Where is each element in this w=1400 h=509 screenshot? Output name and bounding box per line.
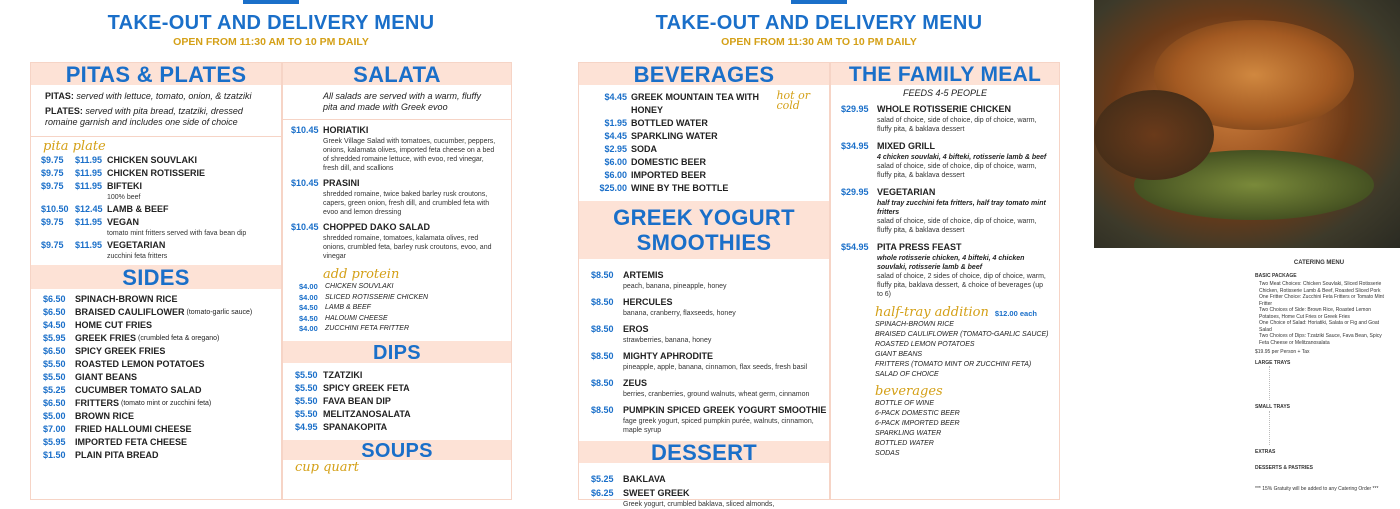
pita-name-wrap	[107, 239, 167, 261]
smoothie-desc: banana, cranberry, flaxseeds, honey	[623, 310, 736, 317]
side-item	[31, 384, 281, 397]
catering-line: Two Choices of Side: Brown Rice, Roasted Lemon Potatoes, Home Cut Fries or Greek Fries	[1259, 307, 1371, 320]
smoothie-name: MIGHTY APHRODITE	[623, 351, 714, 361]
dip-price: $5.50	[295, 382, 318, 393]
bev-price: $4.45	[604, 92, 627, 102]
family-bev-item: SODAS	[875, 450, 900, 457]
salad-desc: shredded romaine, tomatoes, kalamata olives, red onions, crumbled feta, barley rusk croutons, evoo, and vinegar	[323, 235, 492, 260]
side-note: (tomato-garlic sauce)	[186, 309, 253, 316]
catering-line: One Choice of Salad: Horiatiki, Salata or Fig and Goat Salad	[1259, 320, 1380, 333]
pita-item	[31, 203, 281, 216]
pita-item	[31, 167, 281, 180]
side-name: SPICY GREEK FRIES	[75, 346, 166, 356]
family-item	[831, 140, 1059, 180]
family-sub: FEEDS 4-5 PEOPLE	[902, 88, 988, 98]
pitas-title: PITAS & PLATES	[31, 63, 281, 85]
family-bev-item: BOTTLED WATER	[875, 440, 934, 447]
plate-price: $11.95	[75, 168, 103, 178]
dessert-name: SWEET GREEK	[623, 488, 690, 498]
pita-price: $10.50	[41, 204, 69, 214]
family-name: PITA PRESS FEAST	[877, 242, 962, 252]
side-price: $4.50	[43, 320, 66, 330]
catering-extras: EXTRAS	[1255, 448, 1276, 455]
smoothie-item	[579, 404, 829, 435]
catering-line: Two Meat Choices: Chicken Souvlaki, Sliced Rotisserie Chicken, Rotisserie Lamb & Beef, Roasted Sliced Pork	[1259, 281, 1382, 294]
menu-page-1	[30, 0, 512, 500]
pita-price: $9.75	[41, 240, 64, 250]
protein-price: $4.00	[299, 292, 318, 302]
bev-price: $25.00	[599, 183, 627, 193]
dip-item	[283, 421, 511, 434]
pita-price: $9.75	[41, 168, 64, 178]
protein-price: $4.00	[299, 282, 318, 291]
pitas-list	[31, 136, 281, 261]
dip-item	[283, 369, 511, 382]
smoothie-desc: fage greek yogurt, spiced pumpkin purée, walnuts, cinnamon, maple syrup	[623, 418, 814, 434]
pita-name-wrap	[107, 154, 197, 167]
salata-intro: All salads are served with a warm, fluffy pita and made with Greek evoo	[323, 91, 482, 112]
side-price: $5.00	[43, 411, 66, 421]
side-item	[31, 293, 281, 306]
side-name: SPINACH-BROWN RICE	[75, 294, 178, 304]
smoothie-price: $8.50	[591, 297, 614, 307]
dip-price: $5.50	[295, 408, 318, 419]
protein-name: LAMB & BEEF	[325, 304, 371, 311]
catering-line: One Fritter Choice: Zucchini Feta Fritters or Tomato Mint Fritter	[1259, 294, 1384, 307]
family-name: VEGETARIAN	[877, 187, 936, 197]
dip-item	[283, 395, 511, 408]
bev-name: SPARKLING WATER	[631, 131, 718, 141]
family-title: THE FAMILY MEAL	[831, 63, 1059, 85]
pita-name: BIFTEKI	[107, 181, 142, 191]
beverage-item	[579, 156, 829, 169]
bev-price: $2.95	[604, 144, 627, 154]
dessert-wrap	[623, 473, 666, 486]
smoothie-name: ZEUS	[623, 378, 648, 388]
plate-price: $11.95	[75, 217, 103, 227]
salad-wrap	[323, 124, 511, 173]
family-desc: salad of choice, side of choice, dip of choice, warm, fluffy pita, & baklava dessert	[877, 117, 1037, 133]
sides-title: SIDES	[31, 265, 281, 289]
dip-name: TZATZIKI	[323, 369, 363, 380]
family-wrap	[877, 140, 1059, 180]
side-name: GIANT BEANS	[75, 372, 138, 382]
bev-extra: hot or cold	[776, 89, 810, 112]
soups-title: SOUPS	[283, 440, 511, 460]
dessert-item	[579, 487, 829, 509]
family-wrap	[877, 186, 1059, 235]
smoothie-desc: berries, cranberries, ground walnuts, wheat germ, cinnamon	[623, 391, 810, 398]
side-price: $6.50	[43, 307, 66, 317]
family-name: MIXED GRILL	[877, 141, 935, 151]
family-bev-item: SPARKLING WATER	[875, 430, 942, 437]
logo-bar	[243, 0, 299, 4]
logo-bar-2	[791, 0, 847, 4]
smoothie-wrap	[623, 350, 807, 372]
half-tray-item: FRITTERS (TOMATO MINT OR ZUCCHINI FETA)	[875, 361, 1032, 368]
catering-title: CATERING MENU	[1293, 260, 1345, 266]
smoothie-price: $8.50	[591, 405, 614, 415]
smoothie-price: $8.50	[591, 378, 614, 388]
smoothie-item	[579, 323, 829, 345]
salata-title: SALATA	[283, 63, 511, 85]
dessert-wrap	[623, 487, 774, 509]
dessert-price: $6.25	[591, 488, 614, 498]
salad-wrap	[323, 177, 511, 217]
family-bev-item: 6-PACK IMPORTED BEER	[875, 420, 960, 427]
family-price: $34.95	[841, 141, 869, 151]
bev-name: DOMESTIC BEER	[631, 157, 707, 167]
catering-line: Two Choices of Dips: Tzatziki Sauce, Fava Bean, Spicy Feta Cheese or Melitzanosalata	[1259, 333, 1382, 346]
beverages-title: BEVERAGES	[579, 63, 829, 85]
protein-price: $4.50	[299, 303, 318, 312]
smoothie-item	[579, 296, 829, 318]
catering-basic: BASIC PACKAGE	[1255, 272, 1297, 279]
side-note: (tomato mint or zucchini feta)	[121, 400, 212, 407]
side-name: BRAISED CAULIFLOWER	[75, 307, 185, 317]
beverages-column	[578, 62, 830, 508]
side-name: FRIED HALLOUMI CHEESE	[75, 424, 192, 434]
dip-price: $4.95	[295, 421, 318, 432]
catering-gratuity: *** 15% Gratuity will be added to any Catering Order ***	[1255, 485, 1379, 492]
salad-wrap	[323, 221, 511, 261]
side-name: GREEK FRIES	[75, 333, 137, 343]
protein-price: $4.50	[299, 313, 318, 323]
menu-header	[30, 12, 512, 48]
family-name: WHOLE ROTISSERIE CHICKEN	[877, 104, 1012, 114]
salad-item	[283, 124, 511, 173]
cup-quart-script: cup quart	[295, 459, 359, 475]
plate-price: $11.95	[75, 240, 103, 250]
beverage-item	[579, 91, 829, 117]
dip-item	[283, 408, 511, 421]
plate-price: $11.95	[75, 181, 103, 191]
salad-price: $10.45	[291, 222, 319, 232]
bev-name: WINE BY THE BOTTLE	[631, 183, 729, 193]
bev-price: $6.00	[604, 157, 627, 167]
family-wrap	[877, 241, 1059, 299]
family-it: 4 chicken souvlaki, 4 bifteki, rotisserie lamb & beef	[877, 154, 1047, 161]
family-desc: salad of choice, 2 sides of choice, dip of choice, warm, fluffy pita, baklava dessert, & choice of beverages (up to 6)	[877, 273, 1046, 298]
salad-name: HORIATIKI	[323, 125, 369, 135]
half-tray-item: ROASTED LEMON POTATOES	[875, 341, 975, 348]
side-item	[31, 358, 281, 371]
catering-desserts: DESSERTS & PASTRIES	[1255, 465, 1313, 471]
side-price: $7.00	[43, 424, 66, 434]
dessert-title: DESSERT	[579, 441, 829, 463]
page-subtitle: OPEN FROM 11:30 AM TO 10 PM DAILY	[173, 36, 369, 48]
beverages-script: beverages	[875, 384, 943, 399]
bev-name: IMPORTED BEER	[631, 170, 707, 180]
dessert-desc: Greek yogurt, crumbled baklava, sliced almonds,	[623, 501, 775, 508]
dessert-name: BAKLAVA	[623, 474, 666, 484]
family-desc: salad of choice, side of choice, dip of choice, warm, fluffy pita, & baklava dessert	[877, 218, 1037, 234]
smoothies-title: GREEK YOGURT SMOOTHIES	[579, 201, 829, 259]
side-name: IMPORTED FETA CHEESE	[75, 437, 188, 447]
protein-price: $4.00	[299, 324, 318, 333]
side-price: $6.50	[43, 294, 66, 304]
pita-name: CHICKEN SOUVLAKI	[107, 155, 198, 165]
bev-price: $1.95	[604, 118, 627, 128]
side-name: CUCUMBER TOMATO SALAD	[75, 385, 202, 395]
smoothie-item	[579, 377, 829, 399]
dip-price: $5.50	[295, 369, 318, 380]
beverage-item	[579, 130, 829, 143]
smoothie-wrap	[623, 296, 736, 318]
side-name: BROWN RICE	[75, 411, 134, 421]
pita-item	[31, 180, 281, 202]
catering-price: $19.95 per Person + Tax	[1255, 349, 1310, 355]
family-item	[831, 103, 1059, 134]
pitas-sides-column	[30, 62, 282, 500]
page-title-2: TAKE-OUT AND DELIVERY MENU	[655, 12, 983, 34]
dips-title: DIPS	[283, 341, 511, 363]
smoothie-desc: pineapple, apple, banana, cinnamon, flax seeds, fresh basil	[623, 364, 808, 371]
salad-name: PRASINI	[323, 178, 360, 188]
side-item	[31, 423, 281, 436]
smoothie-item	[579, 350, 829, 372]
catering-small: SMALL TRAYS	[1255, 404, 1291, 410]
family-it: whole rotisserie chicken, 4 bifteki, 4 chicken souvlaki, rotisserie lamb & beef	[877, 255, 1025, 271]
pita-name-wrap	[107, 167, 205, 180]
dip-item	[283, 382, 511, 395]
menu-header-2	[578, 12, 1060, 48]
pita-name-wrap	[107, 180, 142, 202]
salad-price: $10.45	[291, 178, 319, 188]
dip-name: MELITZANOSALATA	[323, 408, 411, 419]
dip-name: SPANAKOPITA	[323, 421, 388, 432]
smoothie-wrap	[623, 269, 727, 291]
half-tray-header: half-tray addition $12.00 each	[875, 305, 1037, 320]
side-price: $1.50	[43, 450, 66, 460]
smoothie-price: $8.50	[591, 270, 614, 280]
side-price: $5.25	[43, 385, 66, 395]
salad-item	[283, 221, 511, 261]
smoothie-desc: strawberries, banana, honey	[623, 337, 712, 344]
family-column	[830, 62, 1060, 500]
pita-name-wrap	[107, 203, 169, 216]
side-item	[31, 345, 281, 358]
plate-price: $11.95	[75, 155, 103, 165]
half-tray-item: SPINACH-BROWN RICE	[875, 321, 954, 328]
bev-price: $4.45	[604, 131, 627, 141]
side-price: $5.50	[43, 372, 66, 382]
side-item	[31, 371, 281, 384]
protein-item	[287, 324, 511, 335]
family-item	[831, 241, 1059, 299]
half-tray-item: GIANT BEANS	[875, 351, 923, 358]
food-photo	[1094, 0, 1400, 248]
family-price: $29.95	[841, 187, 869, 197]
half-tray-item: BRAISED CAULIFLOWER (TOMATO-GARLIC SAUCE)	[875, 331, 1049, 338]
dessert-price: $5.25	[591, 474, 614, 484]
smoothie-wrap	[623, 323, 711, 345]
side-item	[31, 319, 281, 332]
menu-page-2	[578, 0, 1060, 508]
smoothie-price: $8.50	[591, 351, 614, 361]
catering-large: LARGE TRAYS	[1255, 359, 1291, 366]
pita-name: VEGAN	[107, 217, 140, 227]
half-tray-item: SALAD OF CHOICE	[875, 371, 939, 378]
pita-name-wrap	[107, 216, 246, 238]
smoothie-price: $8.50	[591, 324, 614, 334]
pita-plate-script: pita plate	[43, 139, 106, 154]
pita-item	[31, 154, 281, 167]
dessert-item	[579, 473, 829, 486]
protein-name: ZUCCHINI FETA FRITTER	[325, 325, 409, 332]
salad-desc: shredded romaine, twice baked barley rusk croutons, capers, green onion, fresh dill, and crumbled feta with evoo and lemon dressing	[323, 191, 490, 216]
protein-item	[287, 282, 511, 293]
side-price: $5.50	[43, 359, 66, 369]
protein-name: CHICKEN SOUVLAKI	[325, 283, 394, 290]
plate-price: $12.45	[75, 204, 103, 214]
pita-desc: zucchini feta fritters	[107, 253, 168, 260]
family-bev-item: 6-PACK DOMESTIC BEER	[875, 410, 960, 417]
protein-item	[287, 303, 511, 314]
pita-name: LAMB & BEEF	[107, 204, 169, 214]
family-it: half tray zucchini feta fritters, half tray tomato mint fritters	[877, 200, 1046, 216]
page-title: TAKE-OUT AND DELIVERY MENU	[107, 12, 435, 34]
side-name: ROASTED LEMON POTATOES	[75, 359, 205, 369]
beverage-item	[579, 169, 829, 182]
beverage-item	[579, 117, 829, 130]
bev-name: GREEK MOUNTAIN TEA WITH HONEY	[631, 92, 759, 115]
side-item	[31, 306, 281, 319]
smoothie-wrap	[623, 404, 829, 435]
side-note: (crumbled feta & oregano)	[138, 335, 220, 342]
salad-name: CHOPPED DAKO SALAD	[323, 222, 431, 232]
bev-price: $6.00	[604, 170, 627, 180]
page-subtitle-2: OPEN FROM 11:30 AM TO 10 PM DAILY	[721, 36, 917, 48]
side-item	[31, 397, 281, 410]
smoothie-item	[579, 269, 829, 291]
pita-price: $9.75	[41, 155, 64, 165]
salad-desc: Greek Village Salad with tomatoes, cucumber, peppers, onions, kalamata olives, imported feta cheese on a bed of shredded romaine lettuce, with evoo, red vinegar, fresh dill, and scallions	[323, 138, 496, 172]
pita-name: CHICKEN ROTISSERIE	[107, 168, 206, 178]
pita-name: VEGETARIAN	[107, 240, 166, 250]
protein-name: SLICED ROTISSERIE CHICKEN	[325, 293, 429, 301]
pita-item	[31, 239, 281, 261]
side-name: FRITTERS	[75, 398, 119, 408]
add-protein-script: add protein	[323, 267, 400, 282]
catering-menu	[1245, 256, 1393, 500]
smoothie-name: EROS	[623, 324, 649, 334]
protein-name: HALOUMI CHEESE	[325, 314, 388, 322]
pita-price: $9.75	[41, 217, 64, 227]
bev-name: SODA	[631, 144, 658, 154]
salad-item	[283, 177, 511, 217]
protein-item	[287, 314, 511, 325]
smoothie-name: PUMPKIN SPICED GREEK YOGURT SMOOTHIE	[623, 405, 827, 415]
family-price: $54.95	[841, 242, 869, 252]
dip-name: SPICY GREEK FETA	[323, 382, 410, 393]
side-price: $5.95	[43, 437, 66, 447]
bev-name: BOTTLED WATER	[631, 118, 708, 128]
family-bev-item: BOTTLE OF WINE	[875, 400, 934, 407]
side-name: PLAIN PITA BREAD	[75, 450, 159, 460]
dip-name: FAVA BEAN DIP	[323, 395, 391, 406]
side-price: $5.95	[43, 333, 66, 343]
side-price: $6.50	[43, 398, 66, 408]
smoothie-name: ARTEMIS	[623, 270, 664, 280]
side-item	[31, 449, 281, 462]
smoothie-name: HERCULES	[623, 297, 673, 307]
beverage-item	[579, 143, 829, 156]
pitas-intro: PITAS: served with lettuce, tomato, onion, & tzatziki PLATES: served with pita bread, tzatziki, dressed romaine garnish and includes one side of choice	[45, 91, 252, 127]
dip-price: $5.50	[295, 395, 318, 406]
pita-desc: 100% beef	[107, 194, 141, 201]
grilled-meat-shadow	[1094, 90, 1214, 180]
side-item	[31, 436, 281, 449]
salad-price: $10.45	[291, 125, 319, 135]
beverage-item	[579, 182, 829, 195]
family-item	[831, 186, 1059, 235]
pita-price: $9.75	[41, 181, 64, 191]
side-item	[31, 410, 281, 423]
side-name: HOME CUT FRIES	[75, 320, 153, 330]
family-wrap	[877, 103, 1059, 134]
pita-desc: tomato mint fritters served with fava bean dip	[107, 230, 247, 237]
pita-item	[31, 216, 281, 238]
family-desc: salad of choice, side of choice, dip of choice, warm, fluffy pita, & baklava dessert	[877, 163, 1037, 179]
side-price: $6.50	[43, 346, 66, 356]
smoothie-wrap	[623, 377, 809, 399]
catering-large-lines	[1269, 366, 1393, 400]
family-price: $29.95	[841, 104, 869, 114]
side-item	[31, 332, 281, 345]
catering-small-lines	[1269, 411, 1393, 445]
salata-column	[282, 62, 512, 500]
protein-item	[287, 293, 511, 304]
smoothie-desc: peach, banana, pineapple, honey	[623, 283, 727, 290]
